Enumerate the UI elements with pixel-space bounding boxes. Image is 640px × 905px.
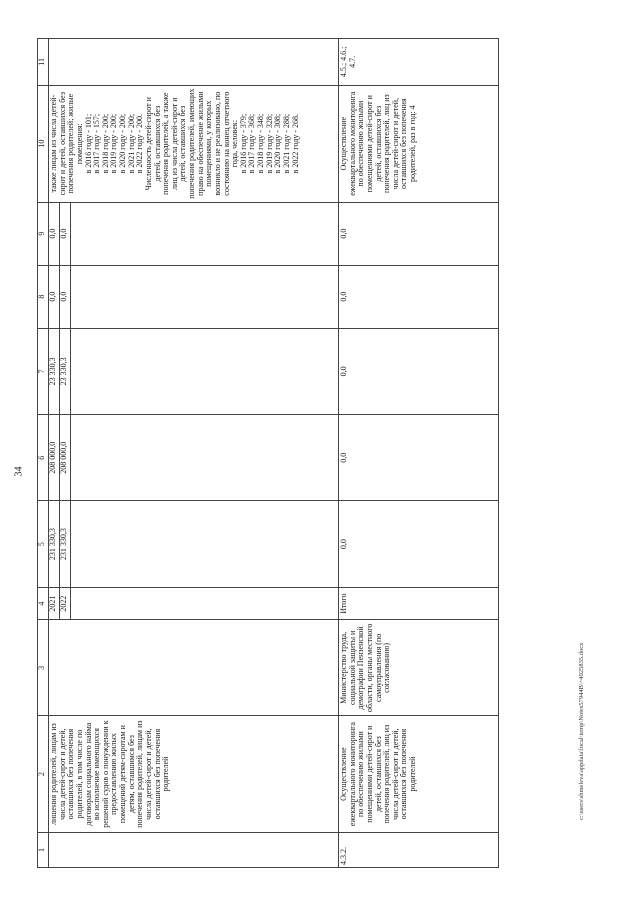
col-number-11: 11 (38, 39, 49, 86)
indicator-text-2: в 2017 году - 157; (92, 113, 102, 174)
col-number-7: 7 (38, 328, 49, 414)
column-numbers-row (38, 39, 49, 868)
indicator-text-0: также лицам из числа детей-сирот и детей, оставшихся без попечения родителей; жилые помещения: (49, 92, 84, 196)
year-2021: 2021 (49, 588, 60, 620)
row1-col3 (49, 620, 339, 716)
col-number-2: 2 (38, 716, 49, 833)
row2-number: 4.3.2. (339, 832, 499, 867)
table-row-continued (49, 39, 339, 868)
row1-col11 (49, 39, 339, 86)
row1-description: лишения родителей, лицам из числа детей-сирот и детей, оставшихся без попечения родителей, в том числе по договорам социального найма во исполнение имеющихся решений судов о понуждении к предоставлению жилых помещений детям-сиротам и детям, оставшимся без попечения родителей, лицам из числа детей-сирот и детей, оставшихся без попечения родителей (49, 716, 339, 833)
indicator-text-15: в 2022 году - 268. (290, 113, 300, 174)
indicator-text-4: в 2019 году - 200; (109, 113, 119, 174)
row2-col7: 0,0 (339, 328, 499, 414)
row2-col5: 0,0 (339, 501, 499, 587)
indicator-text-14: в 2021 году - 288; (281, 113, 291, 174)
col8-2021: 0,0 (49, 266, 60, 328)
row2-col6: 0,0 (339, 415, 499, 501)
indicator-text-12: в 2019 году - 328; (264, 113, 274, 174)
row1-indicators (49, 85, 339, 202)
row2-total-label: Итого (339, 587, 499, 620)
indicator-text-11: в 2018 году - 348; (256, 113, 265, 174)
col7-2021: 23 330,3 (49, 329, 60, 414)
file-path-footer: c:\users\shmeleva\appdata\local\temp\Notes57944B\~4925835.docx (578, 642, 585, 820)
program-table (37, 38, 499, 868)
row2-description: Осуществление ежеквартального мониторинга по обеспечению жилыми помещениями детей-сирот и детей, оставшихся без попечения родителей, лиц из числа детей-сирот и детей, оставшихся без попечения родителей (339, 716, 499, 833)
col-number-1: 1 (38, 832, 49, 867)
row1-col7 (49, 328, 339, 414)
col6-2021: 208 000,0 (49, 415, 60, 500)
col-number-9: 9 (38, 202, 49, 265)
row1-col5 (49, 501, 339, 587)
row2-indicator: Осуществление ежеквартального мониторинга по обеспечению жилыми помещениями детей-сирот и детей, оставшихся без попечения родителей, лиц из числа детей-сирот и детей, оставшихся без попечения родителей, раз в год: 4 (339, 85, 499, 202)
row2-related-items: 4.5.; 4.6.; 4.7. (339, 39, 499, 86)
rotated-table-wrapper (37, 38, 587, 868)
col7-2022: 23 330,3 (60, 329, 71, 414)
col6-2022: 208 000,0 (60, 415, 71, 500)
col9-2021: 0,0 (49, 203, 60, 265)
table-row-4-3-2 (339, 39, 499, 868)
row1-years (49, 587, 339, 620)
indicator-text-10: в 2017 году - 368; (247, 113, 257, 174)
indicator-text-8: Численность детей-сирот и детей, оставшихся без попечения родителей, а также лиц из числа детей-сирот и детей, оставшихся без попечения родителей, имеющих право на обеспечение жилыми помещениями, у которых возникло и не реализовано, по состоянию на конец отчетного года, человек: (143, 88, 240, 199)
col-number-8: 8 (38, 265, 49, 328)
indicator-text-13: в 2020 году - 308; (273, 113, 283, 174)
indicator-text-3: в 2018 году - 200; (100, 113, 110, 174)
col-number-10: 10 (38, 85, 49, 202)
col-number-6: 6 (38, 415, 49, 501)
page-number: 34 (13, 466, 25, 477)
col5-2021: 231 330,3 (49, 501, 60, 586)
col-number-3: 3 (38, 620, 49, 716)
row1-col6 (49, 415, 339, 501)
row1-col8 (49, 265, 339, 328)
row1-col1 (49, 832, 339, 867)
row2-col8: 0,0 (339, 265, 499, 328)
col8-2022: 0,0 (60, 266, 71, 328)
row2-col9: 0,0 (339, 202, 499, 265)
year-2022: 2022 (60, 588, 71, 620)
row1-col9 (49, 202, 339, 265)
indicator-text-1: в 2016 году - 101; (83, 113, 93, 174)
col-number-5: 5 (38, 501, 49, 587)
indicator-text-6: в 2021 году - 200; (126, 113, 136, 174)
row2-executor: Министерство труда, социальной защиты и демографии Пензенской области, органы местного самоуправления (по согласованию) (339, 620, 499, 716)
col9-2022: 0,0 (60, 203, 71, 265)
col-number-4: 4 (38, 587, 49, 620)
indicator-text-7: в 2022 году - 200. (135, 113, 145, 174)
col5-2022: 231 330,3 (60, 501, 71, 586)
indicator-text-5: в 2020 году - 200; (118, 113, 127, 174)
indicator-text-9: в 2016 году - 379; (238, 113, 248, 174)
